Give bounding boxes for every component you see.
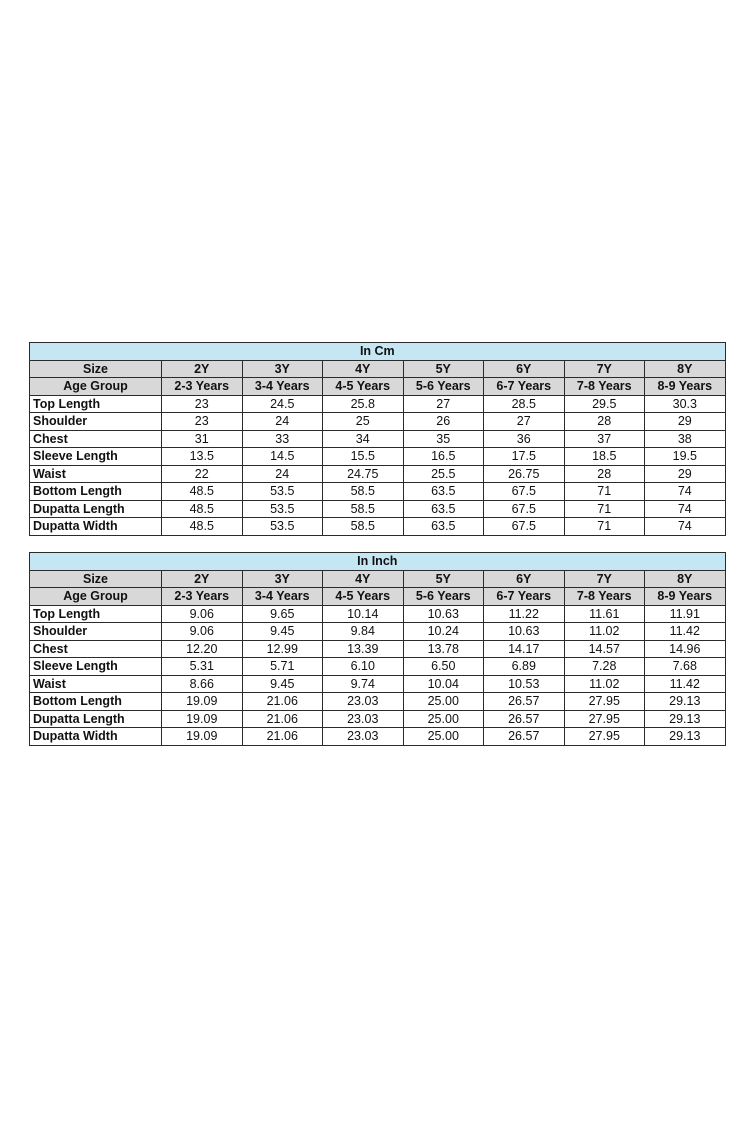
measurement-value: 7.68	[645, 658, 726, 676]
measurement-value: 11.22	[484, 605, 565, 623]
age-group-cell: 5-6 Years	[403, 588, 484, 606]
size-header-cell: 8Y	[645, 570, 726, 588]
measurement-label: Sleeve Length	[30, 448, 162, 466]
age-group-cell: 8-9 Years	[645, 378, 726, 396]
measurement-value: 14.57	[564, 640, 645, 658]
measurement-value: 6.50	[403, 658, 484, 676]
size-label: Size	[30, 360, 162, 378]
measurement-label: Dupatta Width	[30, 518, 162, 536]
age-group-header-row	[30, 378, 726, 396]
measurement-value: 67.5	[484, 500, 565, 518]
measurement-value: 7.28	[564, 658, 645, 676]
measurement-row	[30, 675, 726, 693]
measurement-value: 15.5	[323, 448, 404, 466]
size-header-cell: 3Y	[242, 570, 323, 588]
measurement-row	[30, 693, 726, 711]
measurement-value: 23.03	[323, 693, 404, 711]
measurement-value: 10.04	[403, 675, 484, 693]
measurement-value: 21.06	[242, 728, 323, 746]
measurement-label: Chest	[30, 430, 162, 448]
measurement-value: 63.5	[403, 518, 484, 536]
measurement-row	[30, 658, 726, 676]
size-chart-inch-table	[29, 552, 726, 746]
measurement-row	[30, 395, 726, 413]
measurement-value: 26.75	[484, 465, 565, 483]
measurement-row	[30, 605, 726, 623]
measurement-value: 48.5	[162, 483, 243, 501]
measurement-value: 12.20	[162, 640, 243, 658]
measurement-value: 37	[564, 430, 645, 448]
age-group-header-row	[30, 588, 726, 606]
measurement-value: 74	[645, 483, 726, 501]
measurement-value: 6.89	[484, 658, 565, 676]
measurement-value: 19.09	[162, 710, 243, 728]
measurement-value: 48.5	[162, 518, 243, 536]
measurement-row	[30, 465, 726, 483]
measurement-value: 24	[242, 413, 323, 431]
age-group-cell: 3-4 Years	[242, 378, 323, 396]
measurement-value: 9.45	[242, 623, 323, 641]
measurement-value: 9.06	[162, 623, 243, 641]
measurement-value: 71	[564, 500, 645, 518]
measurement-value: 53.5	[242, 500, 323, 518]
measurement-value: 33	[242, 430, 323, 448]
measurement-value: 5.31	[162, 658, 243, 676]
measurement-value: 11.02	[564, 675, 645, 693]
measurement-label: Waist	[30, 465, 162, 483]
unit-title: In Inch	[30, 553, 726, 571]
measurement-value: 29.5	[564, 395, 645, 413]
measurement-value: 58.5	[323, 483, 404, 501]
measurement-value: 11.61	[564, 605, 645, 623]
measurement-value: 23	[162, 395, 243, 413]
age-group-cell: 3-4 Years	[242, 588, 323, 606]
age-group-cell: 2-3 Years	[162, 588, 243, 606]
measurement-value: 14.17	[484, 640, 565, 658]
size-header-cell: 5Y	[403, 570, 484, 588]
measurement-value: 6.10	[323, 658, 404, 676]
age-group-cell: 2-3 Years	[162, 378, 243, 396]
measurement-label: Chest	[30, 640, 162, 658]
size-header-cell: 2Y	[162, 570, 243, 588]
measurement-value: 35	[403, 430, 484, 448]
measurement-row	[30, 413, 726, 431]
measurement-value: 13.39	[323, 640, 404, 658]
measurement-value: 63.5	[403, 483, 484, 501]
measurement-value: 25.5	[403, 465, 484, 483]
measurement-value: 27.95	[564, 728, 645, 746]
measurement-value: 29.13	[645, 728, 726, 746]
measurement-value: 10.14	[323, 605, 404, 623]
size-header-cell: 8Y	[645, 360, 726, 378]
size-label: Size	[30, 570, 162, 588]
measurement-value: 24	[242, 465, 323, 483]
measurement-label: Shoulder	[30, 623, 162, 641]
age-group-cell: 5-6 Years	[403, 378, 484, 396]
measurement-label: Dupatta Width	[30, 728, 162, 746]
measurement-value: 11.91	[645, 605, 726, 623]
measurement-row	[30, 448, 726, 466]
measurement-value: 26	[403, 413, 484, 431]
measurement-label: Sleeve Length	[30, 658, 162, 676]
measurement-value: 25.00	[403, 728, 484, 746]
age-group-cell: 6-7 Years	[484, 378, 565, 396]
size-header-cell: 2Y	[162, 360, 243, 378]
measurement-value: 26.57	[484, 693, 565, 711]
measurement-value: 74	[645, 500, 726, 518]
measurement-value: 11.42	[645, 675, 726, 693]
measurement-value: 71	[564, 483, 645, 501]
measurement-value: 8.66	[162, 675, 243, 693]
measurement-row	[30, 623, 726, 641]
measurement-value: 11.02	[564, 623, 645, 641]
measurement-value: 10.24	[403, 623, 484, 641]
measurement-value: 25	[323, 413, 404, 431]
measurement-row	[30, 500, 726, 518]
measurement-value: 58.5	[323, 500, 404, 518]
measurement-value: 27.95	[564, 710, 645, 728]
measurement-value: 17.5	[484, 448, 565, 466]
measurement-value: 21.06	[242, 710, 323, 728]
measurement-value: 9.84	[323, 623, 404, 641]
size-header-cell: 6Y	[484, 570, 565, 588]
measurement-value: 19.5	[645, 448, 726, 466]
measurement-value: 10.63	[403, 605, 484, 623]
measurement-value: 16.5	[403, 448, 484, 466]
size-header-cell: 7Y	[564, 570, 645, 588]
measurement-value: 29.13	[645, 710, 726, 728]
measurement-value: 18.5	[564, 448, 645, 466]
measurement-value: 29	[645, 413, 726, 431]
size-header-row	[30, 360, 726, 378]
measurement-value: 23	[162, 413, 243, 431]
measurement-value: 34	[323, 430, 404, 448]
measurement-value: 24.75	[323, 465, 404, 483]
measurement-value: 48.5	[162, 500, 243, 518]
measurement-row	[30, 483, 726, 501]
age-group-cell: 4-5 Years	[323, 588, 404, 606]
measurement-value: 9.74	[323, 675, 404, 693]
measurement-value: 30.3	[645, 395, 726, 413]
measurement-value: 12.99	[242, 640, 323, 658]
measurement-value: 28	[564, 413, 645, 431]
unit-title: In Cm	[30, 343, 726, 361]
measurement-value: 67.5	[484, 483, 565, 501]
measurement-value: 36	[484, 430, 565, 448]
measurement-value: 28.5	[484, 395, 565, 413]
size-header-cell: 5Y	[403, 360, 484, 378]
measurement-value: 5.71	[242, 658, 323, 676]
size-header-cell: 6Y	[484, 360, 565, 378]
measurement-value: 23.03	[323, 728, 404, 746]
measurement-label: Waist	[30, 675, 162, 693]
measurement-value: 38	[645, 430, 726, 448]
measurement-value: 74	[645, 518, 726, 536]
measurement-label: Top Length	[30, 395, 162, 413]
measurement-value: 9.06	[162, 605, 243, 623]
age-group-cell: 7-8 Years	[564, 378, 645, 396]
measurement-value: 19.09	[162, 728, 243, 746]
measurement-label: Dupatta Length	[30, 710, 162, 728]
measurement-value: 23.03	[323, 710, 404, 728]
age-group-cell: 8-9 Years	[645, 588, 726, 606]
size-header-cell: 3Y	[242, 360, 323, 378]
measurement-value: 25.00	[403, 710, 484, 728]
measurement-row	[30, 710, 726, 728]
measurement-value: 29	[645, 465, 726, 483]
age-group-cell: 4-5 Years	[323, 378, 404, 396]
measurement-row	[30, 728, 726, 746]
measurement-value: 26.57	[484, 710, 565, 728]
age-group-label: Age Group	[30, 588, 162, 606]
unit-header-row	[30, 343, 726, 361]
age-group-cell: 7-8 Years	[564, 588, 645, 606]
measurement-value: 27.95	[564, 693, 645, 711]
measurement-value: 63.5	[403, 500, 484, 518]
measurement-value: 9.45	[242, 675, 323, 693]
measurement-value: 53.5	[242, 483, 323, 501]
measurement-value: 13.5	[162, 448, 243, 466]
measurement-row	[30, 430, 726, 448]
measurement-value: 27	[484, 413, 565, 431]
measurement-row	[30, 640, 726, 658]
size-header-cell: 4Y	[323, 570, 404, 588]
measurement-value: 19.09	[162, 693, 243, 711]
measurement-label: Bottom Length	[30, 483, 162, 501]
size-header-cell: 7Y	[564, 360, 645, 378]
measurement-label: Top Length	[30, 605, 162, 623]
unit-header-row	[30, 553, 726, 571]
size-header-cell: 4Y	[323, 360, 404, 378]
measurement-value: 24.5	[242, 395, 323, 413]
measurement-row	[30, 518, 726, 536]
measurement-value: 9.65	[242, 605, 323, 623]
measurement-value: 25.00	[403, 693, 484, 711]
measurement-value: 25.8	[323, 395, 404, 413]
size-header-row	[30, 570, 726, 588]
measurement-value: 13.78	[403, 640, 484, 658]
size-chart-cm-table	[29, 342, 726, 536]
measurement-label: Bottom Length	[30, 693, 162, 711]
measurement-value: 22	[162, 465, 243, 483]
measurement-value: 14.5	[242, 448, 323, 466]
measurement-value: 31	[162, 430, 243, 448]
measurement-value: 10.53	[484, 675, 565, 693]
measurement-value: 71	[564, 518, 645, 536]
measurement-value: 26.57	[484, 728, 565, 746]
measurement-value: 27	[403, 395, 484, 413]
measurement-value: 28	[564, 465, 645, 483]
measurement-label: Dupatta Length	[30, 500, 162, 518]
measurement-value: 11.42	[645, 623, 726, 641]
age-group-label: Age Group	[30, 378, 162, 396]
measurement-value: 58.5	[323, 518, 404, 536]
measurement-value: 10.63	[484, 623, 565, 641]
measurement-value: 21.06	[242, 693, 323, 711]
age-group-cell: 6-7 Years	[484, 588, 565, 606]
measurement-value: 53.5	[242, 518, 323, 536]
measurement-label: Shoulder	[30, 413, 162, 431]
measurement-value: 14.96	[645, 640, 726, 658]
measurement-value: 29.13	[645, 693, 726, 711]
measurement-value: 67.5	[484, 518, 565, 536]
